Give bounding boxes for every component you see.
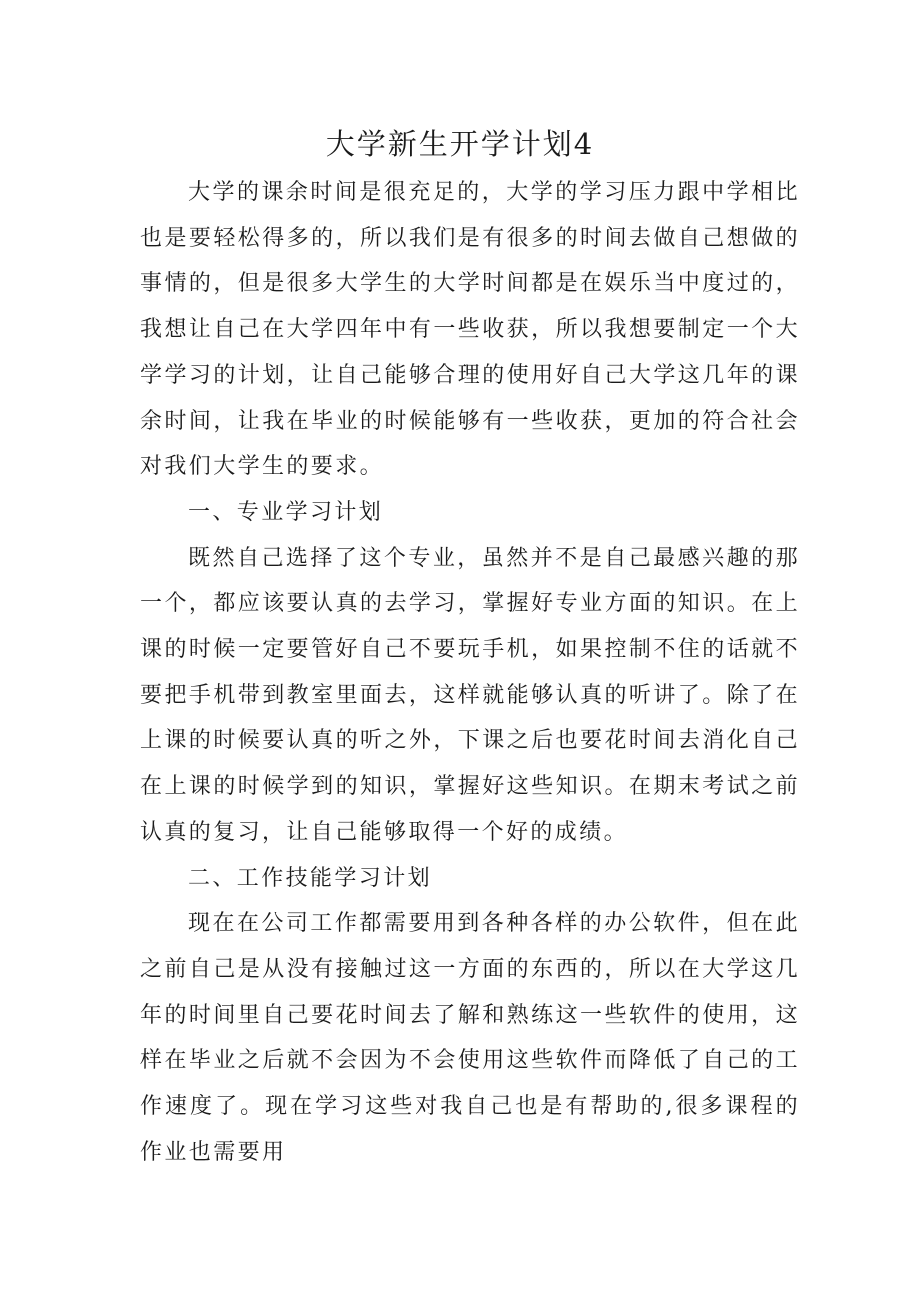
document-body [140,170,800,1175]
document-title: 大学新生开学计划4 [325,127,595,161]
paragraph-professional-study: 既然自己选择了这个专业，虽然并不是自己最感兴趣的那一个，都应该要认真的去学习，掌握好专业方面的知识。在上课的时候一定要管好自己不要玩手机，如果控制不住的话就不要把手机带到教室里面去，这样就能够认真的听讲了。除了在上课的时候要认真的听之外，下课之后也要花时间去消化自己在上课的时候学到的知识，掌握好这些知识。在期末考试之前认真的复习，让自己能够取得一个好的成绩。 [140,545,800,845]
paragraph-work-skills: 现在在公司工作都需要用到各种各样的办公软件，但在此之前自己是从没有接触过这一方面的东西的，所以在大学这几年的时间里自己要花时间去了解和熟练这一些软件的使用，这样在毕业之后就不会因为不会使用这些软件而降低了自己的工作速度了。现在学习这些对我自己也是有帮助的,很多课程的作业也需要用 [140,911,800,1165]
section-heading-professional-study: 一、专业学习计划 [188,499,384,525]
paragraph-intro: 大学的课余时间是很充足的，大学的学习压力跟中学相比也是要轻松得多的，所以我们是有很多的时间去做自己想做的事情的，但是很多大学生的大学时间都是在娱乐当中度过的，我想让自己在大学四年中有一些收获，所以我想要制定一个大学学习的计划，让自己能够合理的使用好自己大学这几年的课余时间，让我在毕业的时候能够有一些收获，更加的符合社会对我们大学生的要求。 [140,180,800,480]
section-heading-work-skills: 二、工作技能学习计划 [188,865,433,891]
